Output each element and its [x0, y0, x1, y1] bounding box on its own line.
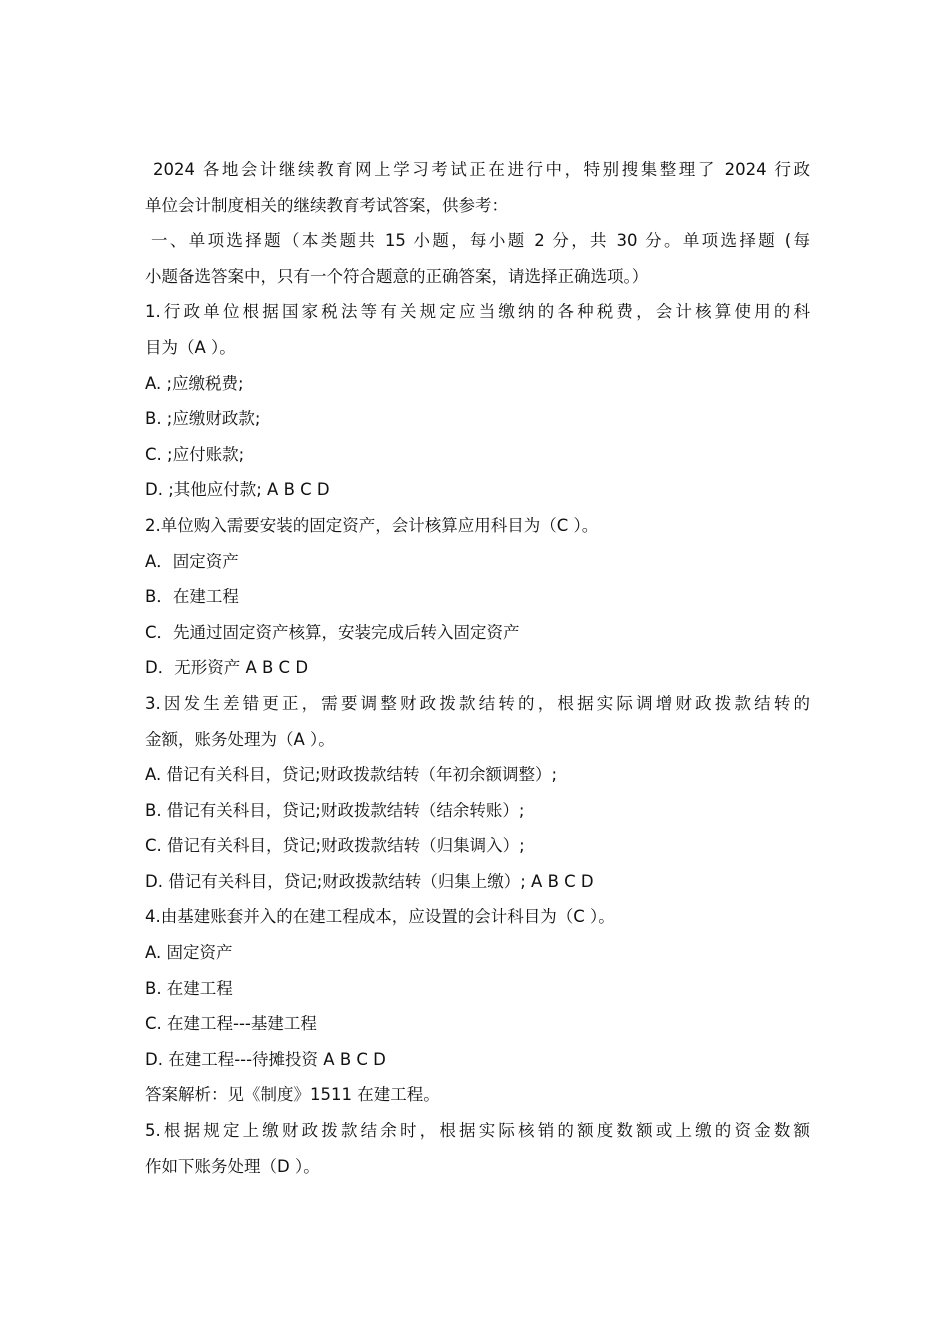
intro-line-1: 2024 各地会计继续教育网上学习考试正在进行中，特别搜集整理了 2024 行政	[153, 160, 810, 179]
question-3-option-d: D. 借记有关科目，贷记;财政拨款结转（归集上缴）; A B C D	[145, 871, 594, 891]
question-2-option-b: B．在建工程	[145, 587, 239, 607]
question-3-option-a: A. 借记有关科目，贷记;财政拨款结转（年初余额调整）;	[145, 765, 558, 785]
document-body	[145, 152, 810, 1184]
question-5-stem-line-2: 作如下账务处理（D ）。	[145, 1156, 320, 1176]
question-3-stem-line-1: 3.因发生差错更正，需要调整财政拨款结转的，根据实际调增财政拨款结转的	[145, 693, 810, 713]
question-4-option-c: C. 在建工程---基建工程	[145, 1014, 317, 1034]
question-4-option-a: A. 固定资产	[145, 943, 233, 963]
question-2-option-d: D．无形资产 A B C D	[145, 658, 309, 678]
question-4-option-b: B. 在建工程	[145, 978, 233, 998]
question-1-option-b: B. ;应缴财政款;	[145, 409, 261, 429]
question-2-option-a: A．固定资产	[145, 551, 239, 571]
question-1-option-a: A. ;应缴税费;	[145, 373, 244, 393]
section-heading-line-1: 一、单项选择题（本类题共 15 小题，每小题 2 分，共 30 分。单项选择题 (每	[151, 231, 810, 251]
intro-line-2: 单位会计制度相关的继续教育考试答案，供参考：	[145, 195, 508, 215]
question-3-option-c: C. 借记有关科目，贷记;财政拨款结转（归集调入）;	[145, 836, 525, 856]
question-1-stem-line-1: 1.行政单位根据国家税法等有关规定应当缴纳的各种税费，会计核算使用的科	[145, 302, 810, 322]
question-3-stem-line-2: 金额，账务处理为（A ）。	[145, 729, 335, 749]
question-4-stem: 4.由基建账套并入的在建工程成本，应设置的会计科目为（C ）。	[145, 907, 615, 927]
question-4-option-d: D. 在建工程---待摊投资 A B C D	[145, 1049, 386, 1069]
question-3-option-b: B. 借记有关科目，贷记;财政拨款结转（结余转账）;	[145, 800, 525, 820]
question-5-stem-line-1: 5.根据规定上缴财政拨款结余时，根据实际核销的额度数额或上缴的资金数额	[145, 1121, 810, 1141]
question-4-analysis: 答案解析：见《制度》1511 在建工程。	[145, 1085, 440, 1105]
question-1-option-c: C. ;应付账款;	[145, 444, 245, 464]
question-2-stem: 2.单位购入需要安装的固定资产，会计核算应用科目为（C ）。	[145, 515, 599, 535]
question-1-stem-line-2: 目为（A ）。	[145, 337, 236, 357]
question-1-option-d: D. ;其他应付款; A B C D	[145, 480, 330, 500]
question-2-option-c: C．先通过固定资产核算，安装完成后转入固定资产	[145, 622, 520, 642]
section-heading-line-2: 小题备选答案中，只有一个符合题意的正确答案，请选择正确选项。）	[145, 266, 649, 286]
